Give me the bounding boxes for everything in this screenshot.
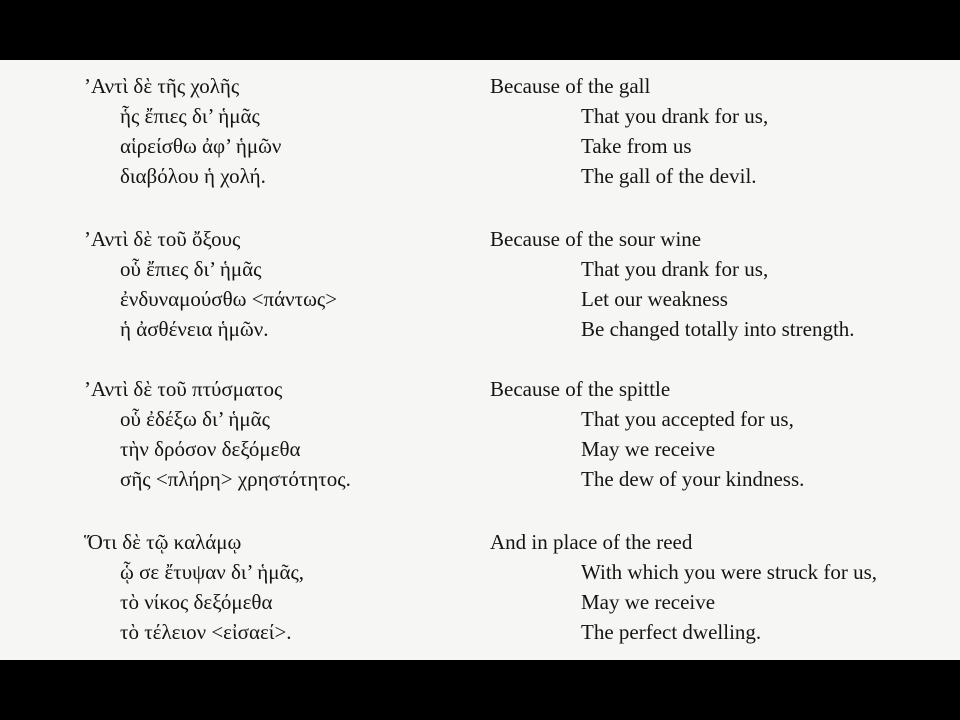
english-line: That you accepted for us,: [581, 407, 794, 431]
greek-line: ʼΑντὶ δὲ τῆς χολῆς: [84, 74, 240, 98]
english-line: With which you were struck for us,: [581, 560, 877, 584]
english-line: Because of the gall: [490, 74, 651, 98]
english-line: That you drank for us,: [581, 257, 769, 281]
english-line: Because of the spittle: [490, 377, 671, 401]
greek-line: ἐνδυναμούσθω <πάντως>: [120, 287, 338, 311]
greek-line: ʼΑντὶ δὲ τοῦ ὄξους: [84, 227, 241, 251]
stanza-2: [0, 224, 960, 344]
english-line: Take from us: [581, 134, 692, 158]
english-line: And in place of the reed: [490, 530, 693, 554]
greek-line: οὗ ἔπιες δι’ ἡμᾶς: [120, 257, 262, 281]
english-line: May we receive: [581, 437, 716, 461]
english-line: Because of the sour wine: [490, 227, 702, 251]
greek-line: Ὅτι δὲ τῷ καλάμῳ: [84, 530, 242, 554]
greek-line: ʼΑντὶ δὲ τοῦ πτύσματος: [84, 377, 283, 401]
greek-line: διαβόλου ἡ χολή.: [120, 164, 266, 188]
greek-line: ᾧ σε ἔτυψαν δι’ ἡμᾶς,: [120, 560, 305, 584]
stanza-3: [0, 374, 960, 494]
english-line: May we receive: [581, 590, 716, 614]
greek-line: ἡ ἀσθένεια ἡμῶν.: [120, 317, 269, 341]
english-line: Let our weakness: [581, 287, 728, 311]
english-line: Be changed totally into strength.: [581, 317, 855, 341]
greek-line: σῆς <πλήρη> χρηστότητος.: [120, 467, 351, 491]
greek-line: αἱρείσθω ἀφ’ ἡμῶν: [120, 134, 282, 158]
greek-line: ἧς ἔπιες δι’ ἡμᾶς: [120, 104, 260, 128]
greek-line: τὸ νίκος δεξόμεθα: [120, 590, 273, 614]
greek-line: οὗ ἐδέξω δι’ ἡμᾶς: [120, 407, 270, 431]
english-line: That you drank for us,: [581, 104, 769, 128]
english-line: The perfect dwelling.: [581, 620, 762, 644]
english-line: The gall of the devil.: [581, 164, 757, 188]
greek-line: τὴν δρόσον δεξόμεθα: [120, 437, 301, 461]
stanza-1: [0, 71, 960, 191]
english-line: The dew of your kindness.: [581, 467, 805, 491]
scanned-page: [0, 60, 960, 660]
greek-line: τὸ τέλειον <εἰσαεί>.: [120, 620, 292, 644]
stanza-4: [0, 527, 960, 647]
